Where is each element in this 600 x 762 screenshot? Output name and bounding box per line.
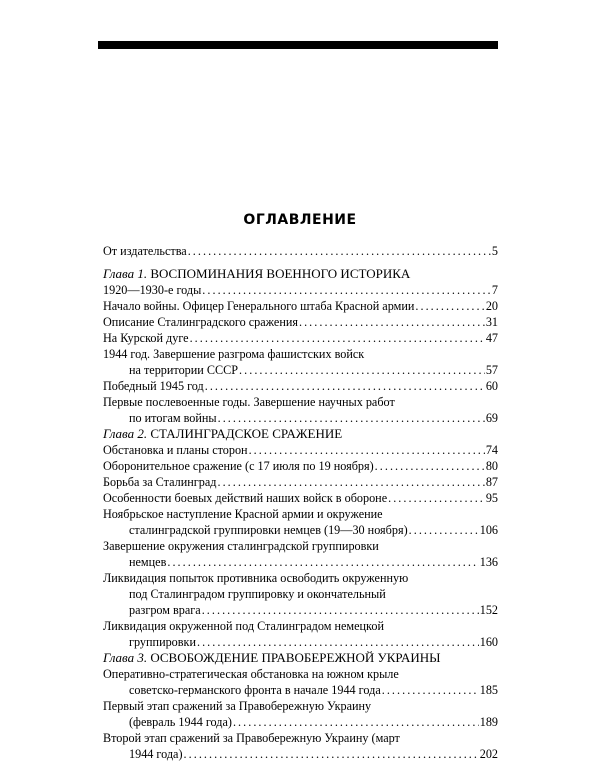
chapter-title: СТАЛИНГРАДСКОЕ СРАЖЕНИЕ xyxy=(150,426,343,441)
toc-entry-text: под Сталинградом группировку и окончательный xyxy=(129,587,386,601)
toc-entry[interactable] xyxy=(103,490,498,506)
toc-chapter-heading[interactable] xyxy=(103,650,498,666)
page-number: 95 xyxy=(485,491,498,505)
toc-entry[interactable] xyxy=(103,554,498,570)
toc-entry-text: Начало войны. Офицер Генерального штаба Красной армии xyxy=(103,299,415,313)
toc-entry-text: На Курской дуге xyxy=(103,331,189,345)
toc-entry-text: 1920—1930-е годы xyxy=(103,283,202,297)
toc-entry-text: Победный 1945 год xyxy=(103,379,204,393)
dot-leader xyxy=(299,314,485,330)
dot-leader xyxy=(409,522,479,538)
toc-entry-text: Второй этап сражений за Правобережную Украину (март xyxy=(103,731,400,745)
toc-entry-text: Первый этап сражений за Правобережную Украину xyxy=(103,699,372,713)
toc-entry-text: Особенности боевых действий наших войск в обороне xyxy=(103,491,388,505)
dot-leader xyxy=(249,442,485,458)
dot-leader xyxy=(217,474,484,490)
toc-chapter-heading[interactable] xyxy=(103,426,498,442)
toc-chapter-heading[interactable] xyxy=(103,266,498,282)
page-number: 31 xyxy=(485,315,498,329)
toc-entry[interactable] xyxy=(103,330,498,346)
toc-entry-text: Борьба за Сталинград xyxy=(103,475,217,489)
toc-entry[interactable] xyxy=(103,682,498,698)
chapter-number: Глава 2. xyxy=(103,426,148,441)
toc-entry[interactable] xyxy=(103,618,498,634)
toc-entry-text: 1944 года) xyxy=(129,747,183,761)
toc-entry[interactable] xyxy=(103,602,498,618)
toc-entry[interactable] xyxy=(103,538,498,554)
page-number: 106 xyxy=(479,523,498,537)
dot-leader xyxy=(184,746,479,762)
page-number: 7 xyxy=(491,283,498,297)
toc-entry[interactable] xyxy=(103,298,498,314)
toc-entry-text: Первые послевоенные годы. Завершение научных работ xyxy=(103,395,395,409)
toc-entry-text: советско-германского фронта в начале 1944 года xyxy=(129,683,381,697)
toc-entry[interactable] xyxy=(103,394,498,410)
dot-leader xyxy=(167,554,478,570)
page-number: 87 xyxy=(485,475,498,489)
dot-leader xyxy=(197,634,479,650)
page-number: 185 xyxy=(479,683,498,697)
toc-entry[interactable] xyxy=(103,410,498,426)
toc-entry-text: на территории СССР xyxy=(129,363,239,377)
dot-leader xyxy=(218,410,485,426)
page-number: 202 xyxy=(479,747,498,761)
toc-entry-text: разгром врага xyxy=(129,603,201,617)
toc-entry-text: 1944 год. Завершение разгрома фашистских войск xyxy=(103,347,365,361)
dot-leader xyxy=(202,602,479,618)
dot-leader xyxy=(415,298,484,314)
dot-leader xyxy=(388,490,485,506)
toc-entry-text: группировки xyxy=(129,635,196,649)
toc-entry-text: немцев xyxy=(129,555,167,569)
toc-entry-text: Завершение окружения сталинградской группировки xyxy=(103,539,379,553)
chapter-title: ОСВОБОЖДЕНИЕ ПРАВОБЕРЕЖНОЙ УКРАИНЫ xyxy=(150,650,441,665)
page-number: 57 xyxy=(485,363,498,377)
toc-entry[interactable] xyxy=(103,698,498,714)
toc-entry[interactable] xyxy=(103,746,498,762)
toc-entry[interactable] xyxy=(103,634,498,650)
dot-leader xyxy=(233,714,479,730)
page-number: 69 xyxy=(485,411,498,425)
toc-entry[interactable] xyxy=(103,586,498,602)
page-number: 189 xyxy=(479,715,498,729)
toc-entry[interactable] xyxy=(103,714,498,730)
toc-entry[interactable] xyxy=(103,378,498,394)
toc-entry-text: Ноябрьское наступление Красной армии и окружение xyxy=(103,507,383,521)
toc-entry-text: Ликвидация окруженной под Сталинградом немецкой xyxy=(103,619,384,633)
dot-leader xyxy=(205,378,485,394)
toc-entry-text: по итогам войны xyxy=(129,411,217,425)
toc-entry-text: Оборонительное сражение (с 17 июля по 19 ноября) xyxy=(103,459,374,473)
page-number: 136 xyxy=(479,555,498,569)
toc-entry-text: сталинградской группировки немцев (19—30 ноября) xyxy=(129,523,408,537)
page-number: 152 xyxy=(479,603,498,617)
page-number: 60 xyxy=(485,379,498,393)
toc-entry[interactable] xyxy=(103,346,498,362)
toc-entry[interactable] xyxy=(103,458,498,474)
toc-entry[interactable] xyxy=(103,362,498,378)
page-number: 47 xyxy=(485,331,498,345)
dot-leader xyxy=(239,362,485,378)
page-title: ОГЛАВЛЕНИЕ xyxy=(243,212,357,228)
toc-entry[interactable] xyxy=(103,474,498,490)
chapter-number: Глава 3. xyxy=(103,650,148,665)
page-number: 80 xyxy=(485,459,498,473)
page-number: 5 xyxy=(491,244,498,258)
toc-entry[interactable] xyxy=(103,666,498,682)
toc-entry-text: (февраль 1944 года) xyxy=(129,715,232,729)
toc-entry-text: Обстановка и планы сторон xyxy=(103,443,248,457)
dot-leader xyxy=(382,682,479,698)
toc-entry-text: Оперативно-стратегическая обстановка на южном крыле xyxy=(103,667,399,681)
dot-leader xyxy=(375,458,485,474)
toc-entry[interactable] xyxy=(103,730,498,746)
header-rule xyxy=(98,41,498,49)
dot-leader xyxy=(202,282,491,298)
toc-entry[interactable] xyxy=(103,570,498,586)
chapter-title: ВОСПОМИНАНИЯ ВОЕННОГО ИСТОРИКА xyxy=(150,266,411,281)
toc-entry[interactable] xyxy=(103,314,498,330)
toc-entry[interactable] xyxy=(103,506,498,522)
toc-entry-text: Описание Сталинградского сражения xyxy=(103,315,298,329)
toc-entry-text: Ликвидация попыток противника освободить окруженную xyxy=(103,571,409,585)
chapter-number: Глава 1. xyxy=(103,266,148,281)
toc-entry[interactable] xyxy=(103,243,498,259)
toc-entry[interactable] xyxy=(103,442,498,458)
toc-entry-text: От издательства xyxy=(103,244,187,258)
toc-entry[interactable] xyxy=(103,522,498,538)
page-number: 20 xyxy=(485,299,498,313)
dot-leader xyxy=(188,243,491,259)
page-number: 74 xyxy=(485,443,498,457)
page-number: 160 xyxy=(479,635,498,649)
toc-entry[interactable] xyxy=(103,282,498,298)
dot-leader xyxy=(190,330,485,346)
